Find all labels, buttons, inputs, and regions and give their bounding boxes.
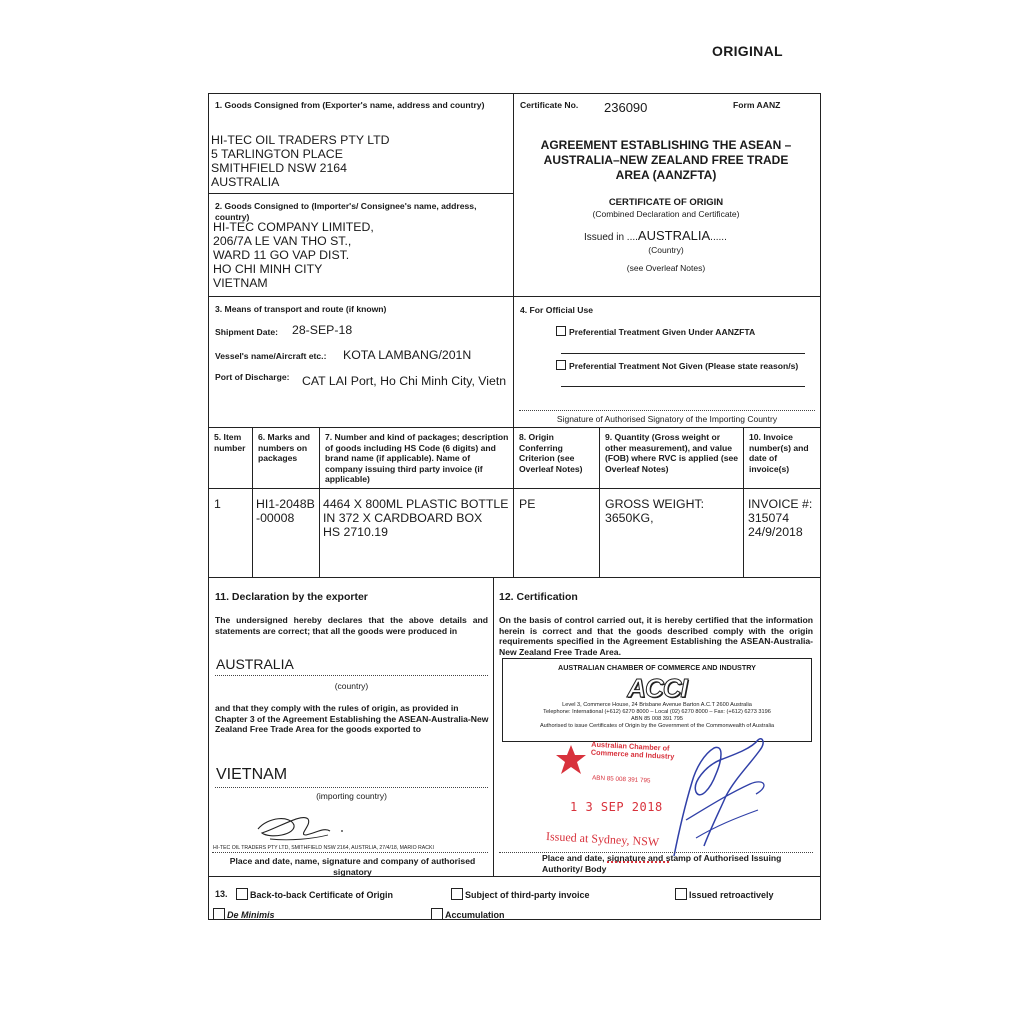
seal-abn: ABN 85 008 391 795 — [591, 774, 651, 785]
shipment-date-label: Shipment Date: — [215, 327, 279, 337]
box13-label: 13. — [215, 889, 228, 899]
exporter-small-print: HI-TEC OIL TRADERS PTY LTD, SMITHFIELD NSW 2164, AUSTRLIA, 27/4/18, MARIO RACKI — [213, 845, 434, 851]
box1-label: 1. Goods Consigned from (Exporter's name, address and country) — [215, 100, 485, 110]
box4-label: 4. For Official Use — [520, 305, 594, 315]
back-to-back-checkbox[interactable] — [236, 888, 248, 900]
third-party-invoice-option[interactable] — [451, 888, 590, 901]
overleaf-note: (see Overleaf Notes) — [626, 263, 706, 273]
box11-footer: Place and date, name, signature and company of authorised signatory — [229, 856, 476, 877]
declaration-text: The undersigned hereby declares that the above details and statements are correct; that all the goods were produced in — [215, 615, 488, 636]
authority-signature — [666, 730, 776, 870]
exporter-details: HI-TEC OIL TRADERS PTY LTD 5 TARLINGTON PLACE SMITHFIELD NSW 2164 AUSTRALIA — [211, 133, 390, 189]
back-to-back-label: Back-to-back Certificate of Origin — [250, 890, 394, 900]
vessel-label: Vessel's name/Aircraft etc.: — [215, 351, 327, 361]
produced-in-country: AUSTRALIA — [216, 656, 294, 672]
box2-label: 2. Goods Consigned to (Importer's/ Consignee's name, address, country) — [215, 201, 477, 222]
de-minimis-option[interactable] — [213, 908, 275, 921]
port-label: Port of Discharge: — [215, 372, 290, 382]
vessel-value: KOTA LAMBANG/201N — [343, 348, 472, 362]
header-invoice: 10. Invoice number(s) and date of invoice(s) — [749, 432, 809, 474]
date-stamp: 1 3 SEP 2018 — [570, 800, 663, 814]
issued-at-stamp: Issued at Sydney, NSW — [545, 829, 660, 849]
preferential-not-given-option[interactable] — [556, 360, 808, 372]
red-dotted-mark — [607, 861, 669, 863]
header-marks: 6. Marks and numbers on packages — [258, 432, 311, 463]
box12-title: 12. Certification — [499, 591, 578, 603]
stamp-address: Level 3, Commerce House, 24 Brisbane Avenue Barton A.C.T 2600 Australia — [562, 702, 752, 708]
exporter-signature — [250, 805, 360, 845]
row-description: 4464 X 800ML PLASTIC BOTTLE IN 372 X CARDBOARD BOX HS 2710.19 — [323, 497, 509, 539]
issued-retroactively-option[interactable] — [675, 888, 774, 901]
third-party-invoice-label: Subject of third-party invoice — [465, 890, 590, 900]
issued-in-value: AUSTRALIA — [637, 228, 711, 243]
header-item-number: 5. Item number — [214, 432, 246, 453]
third-party-invoice-checkbox[interactable] — [451, 888, 463, 900]
row-item-number: 1 — [214, 497, 221, 511]
shipment-date-value: 28-SEP-18 — [292, 323, 353, 337]
back-to-back-option[interactable] — [236, 888, 393, 901]
agreement-title: AGREEMENT ESTABLISHING THE ASEAN – AUSTRALIA–NEW ZEALAND FREE TRADE AREA (AANZFTA) — [540, 138, 792, 182]
country-caption: (Country) — [648, 245, 684, 255]
form-type: Form AANZ — [733, 100, 781, 110]
issued-in-label: Issued in .... — [584, 232, 638, 243]
issued-in — [584, 228, 727, 243]
de-minimis-label: De Minimis — [227, 910, 275, 920]
row-invoice: INVOICE #: 315074 24/9/2018 — [748, 497, 813, 539]
row-quantity: GROSS WEIGHT: 3650KG, — [605, 497, 705, 525]
port-value: CAT LAI Port, Ho Chi Minh City, Vietn — [302, 374, 507, 388]
issued-retroactively-label: Issued retroactively — [689, 890, 774, 900]
country-caption: (country) — [334, 681, 369, 691]
accumulation-label: Accumulation — [445, 910, 505, 920]
exported-to-country: VIETNAM — [216, 766, 288, 783]
stamp-organisation: AUSTRALIAN CHAMBER OF COMMERCE AND INDUSTRY — [558, 663, 756, 672]
header-description: 7. Number and kind of packages; description of goods including HS Code (6 digits) and brand name (if applicable). Name of company issuing third party invoice (if applicable) — [325, 432, 509, 484]
certification-text: On the basis of control carried out, it is hereby certified that the information herein is correct and that the goods described comply with the origin requirements specified in the Agreement Establishing the ASEAN-Australia-New Zealand Free Trade Area. — [499, 615, 813, 657]
box3-label: 3. Means of transport and route (if known) — [215, 304, 387, 314]
importer-signature-caption: Signature of Authorised Signatory of the Importing Country — [556, 414, 778, 424]
seal-text: Australian Chamber of Commerce and Industry — [590, 739, 675, 762]
preferential-not-given-label: Preferential Treatment Not Given (Please state reason/s) — [569, 361, 799, 371]
certificate-subtitle: (Combined Declaration and Certificate) — [592, 209, 740, 219]
header-quantity: 9. Quantity (Gross weight or other measurement), and value (FOB) where RVC is applied (see Overleaf Notes) — [605, 432, 739, 474]
issued-retroactively-checkbox[interactable] — [675, 888, 687, 900]
acci-logo: ACCI — [627, 673, 687, 703]
header-origin-criterion: 8. Origin Conferring Criterion (see Overleaf Notes) — [519, 432, 583, 474]
certificate-no-label: Certificate No. — [520, 100, 579, 110]
certificate-no-value: 236090 — [604, 100, 648, 115]
compliance-text: and that they comply with the rules of origin, as provided in Chapter 3 of the Agreement Establishing the ASEAN-Australia-New Zealand Free Trade Area for the goods exported to — [215, 703, 489, 734]
accumulation-option[interactable] — [431, 908, 505, 921]
consignee-details: HI-TEC COMPANY LIMITED, 206/7A LE VAN THO ST., WARD 11 GO VAP DIST. HO CHI MINH CITY VIETNAM — [213, 220, 374, 290]
stamp-authorisation: Authorised to issue Certificates of Origin by the Government of the Commonwealth of Australia — [539, 723, 775, 729]
preferential-given-label: Preferential Treatment Given Under AANZFTA — [569, 327, 756, 337]
box11-title: 11. Declaration by the exporter — [215, 591, 368, 603]
preferential-given-option[interactable] — [556, 326, 811, 338]
row-marks: HI1-2048B -00008 — [256, 497, 315, 525]
issued-in-trail: ...... — [710, 232, 727, 243]
accumulation-checkbox[interactable] — [431, 908, 443, 920]
stamp-phone: Telephone: International (+612) 6270 8000 – Local (02) 6270 8000 – Fax: (+612) 6273 3196 — [543, 709, 771, 715]
certificate-title: CERTIFICATE OF ORIGIN — [608, 197, 724, 208]
de-minimis-checkbox[interactable] — [213, 908, 225, 920]
original-label: ORIGINAL — [712, 43, 783, 59]
box12-footer: Place and date, signature and stamp of Authorised Issuing Authority/ Body — [542, 853, 782, 874]
row-origin-criterion: PE — [519, 497, 536, 511]
preferential-not-given-checkbox[interactable] — [556, 360, 566, 370]
preferential-given-checkbox[interactable] — [556, 326, 566, 336]
stamp-abn: ABN 85 008 391 795 — [631, 716, 683, 722]
seal-star-icon — [554, 744, 588, 776]
importing-country-caption: (importing country) — [316, 791, 387, 801]
